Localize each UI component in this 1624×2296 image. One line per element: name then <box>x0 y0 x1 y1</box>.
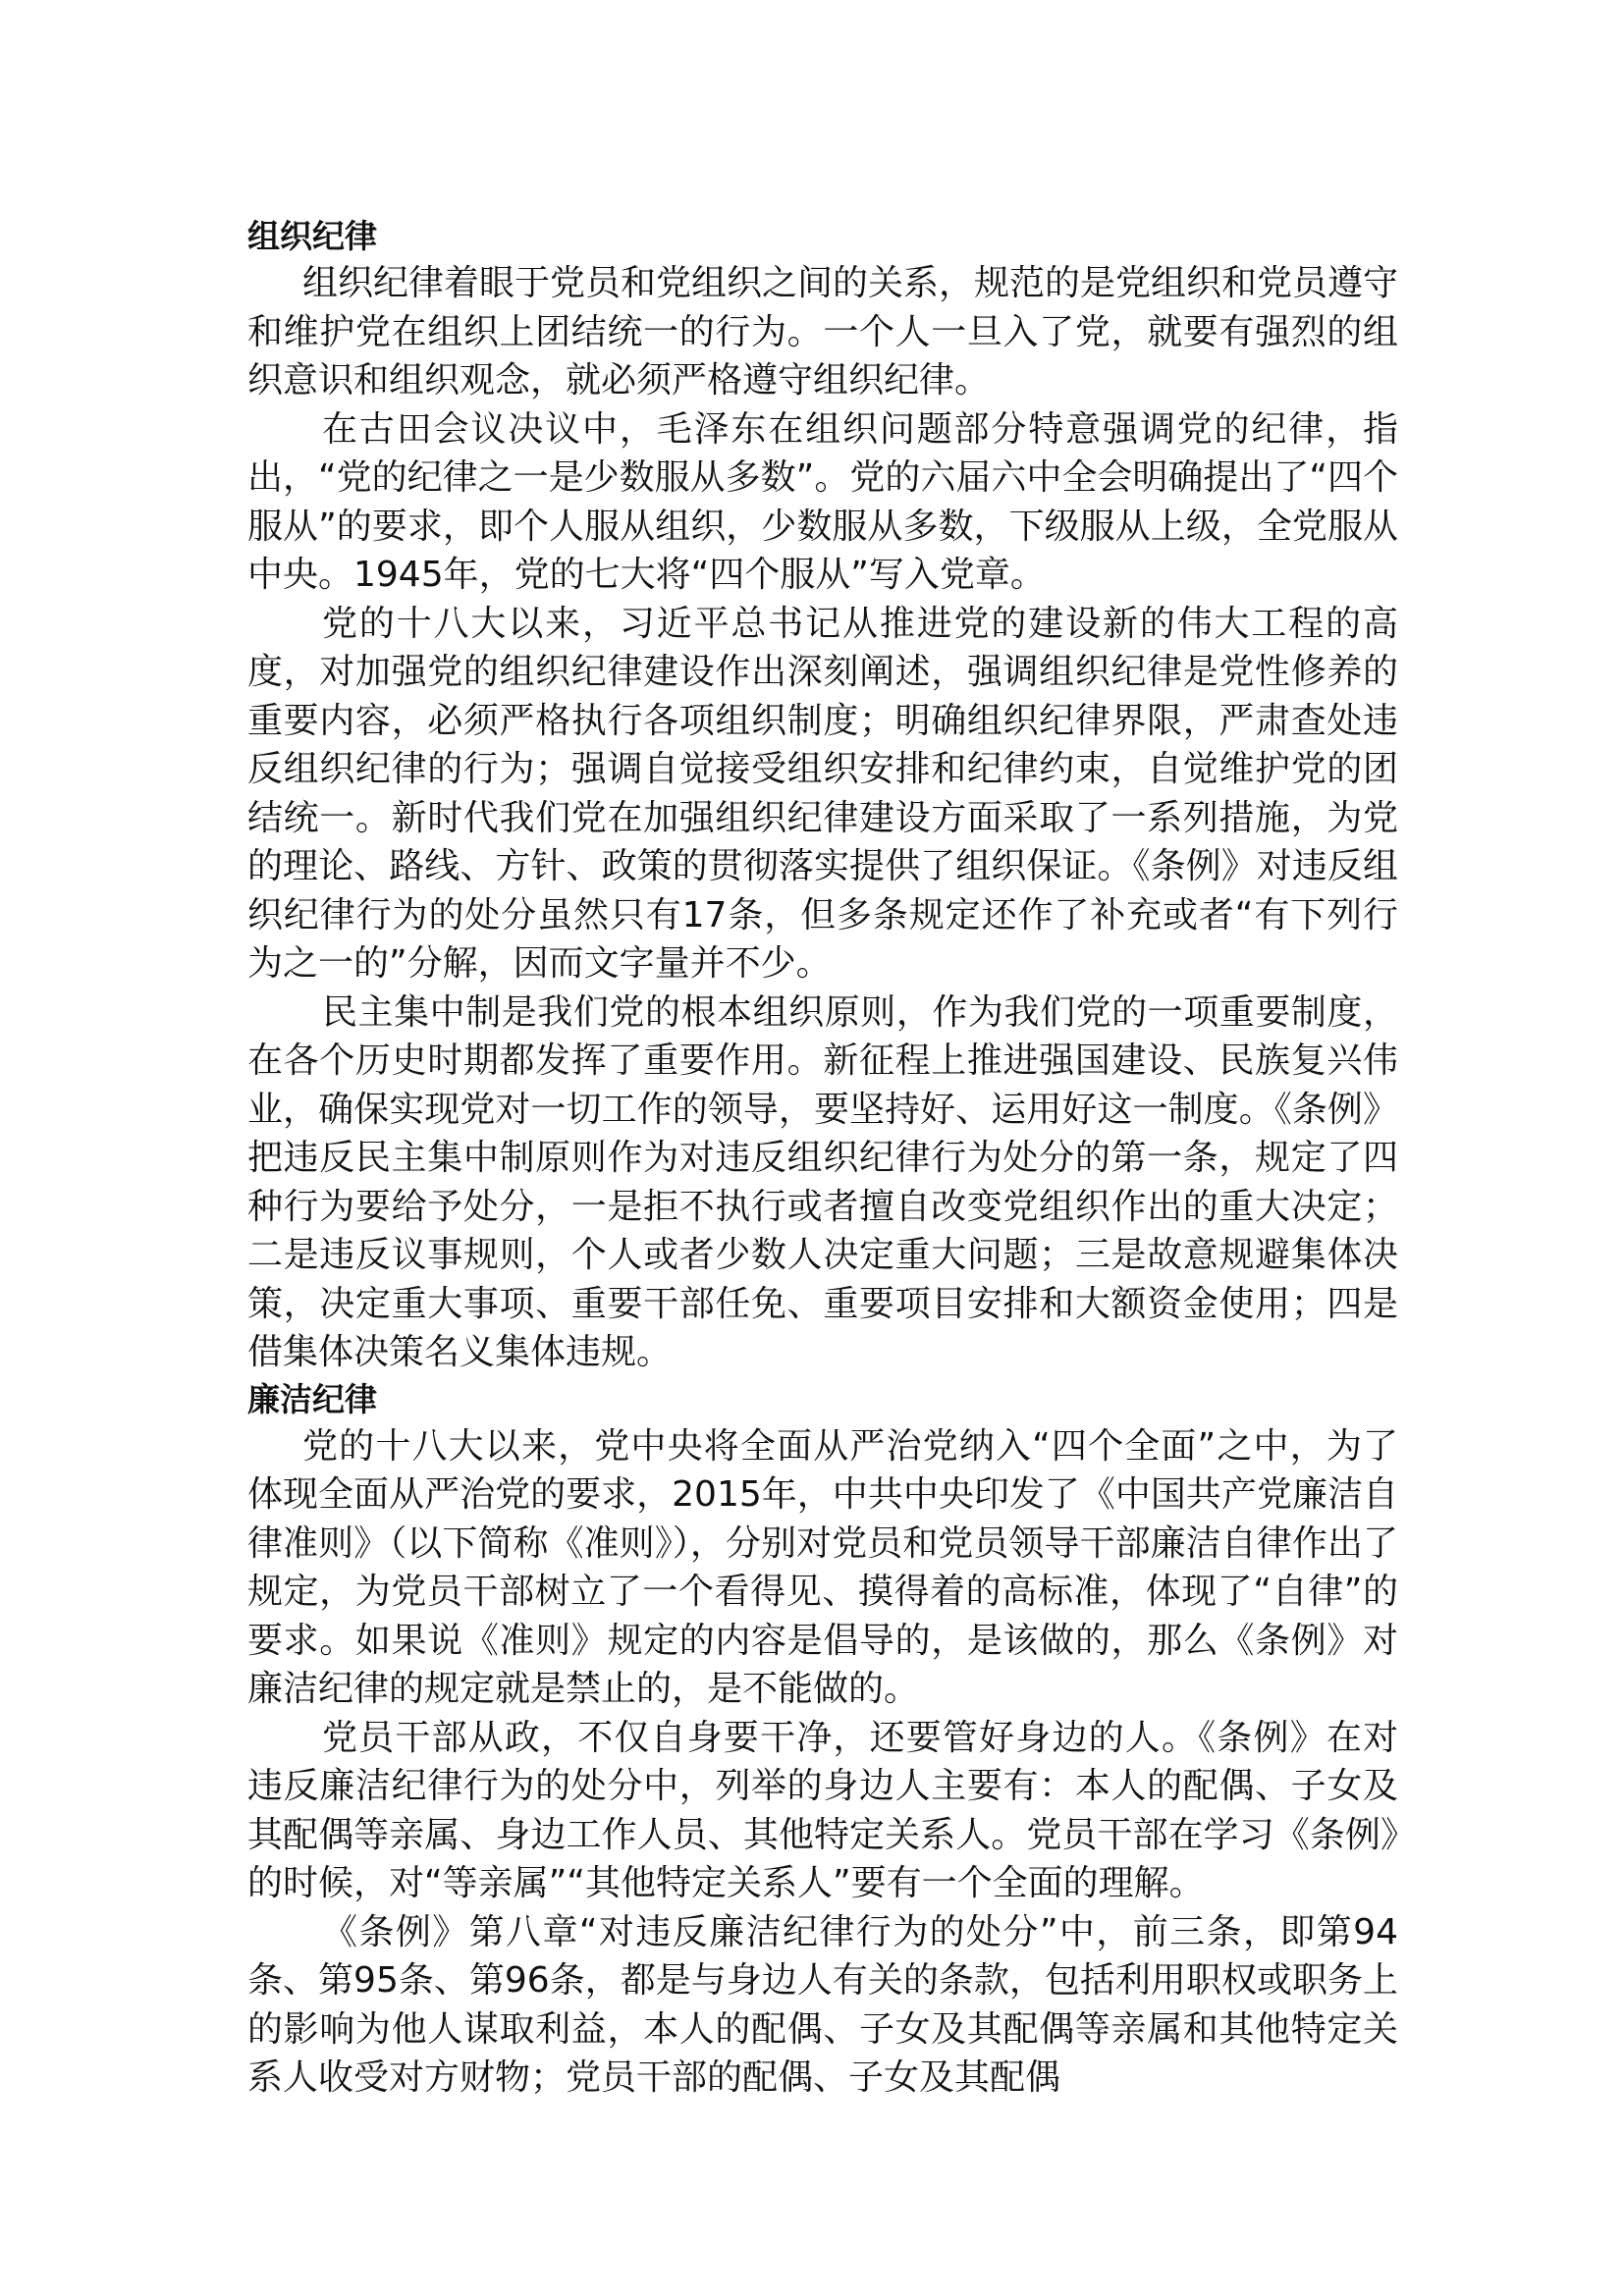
section-heading-integrity-discipline: 廉洁纪律 <box>247 1379 377 1418</box>
paragraph: 党员干部从政，不仅自身要干净，还要管好身边的人。《条例》在对违反廉洁纪律行为的处分中，列举的身边人主要有：本人的配偶、子女及其配偶等亲属、身边工作人员、其他特定关系人。党员干部在学习《条例》的时候，对“等亲属”“其他特定关系人”要有一个全面的理解。 <box>247 1717 1398 1903</box>
paragraph: 民主集中制是我们党的根本组织原则，作为我们党的一项重要制度，在各个历史时期都发挥了重要作用。新征程上推进强国建设、民族复兴伟业，确保实现党对一切工作的领导，要坚持好、运用好这一制度。《条例》把违反民主集中制原则作为对违反组织纪律行为处分的第一条，规定了四种行为要给予处分，一是拒不执行或者擅自改变党组织作出的重大决定；二是违反议事规则，个人或者少数人决定重大问题；三是故意规避集体决策，决定重大事项、重要干部任免、重要项目安排和大额资金使用；四是借集体决策名义集体违规。 <box>247 991 1398 1372</box>
paragraph: 组织纪律着眼于党员和党组织之间的关系，规范的是党组织和党员遵守和维护党在组织上团结统一的行为。一个人一旦入了党，就要有强烈的组织意识和组织观念，就必须严格遵守组织纪律。 <box>247 263 1399 400</box>
paragraph: 党的十八大以来，习近平总书记从推进党的建设新的伟大工程的高度，对加强党的组织纪律建设作出深刻阐述，强调组织纪律是党性修养的重要内容，必须严格执行各项组织制度；明确组织纪律界限，严肃查处违反组织纪律的行为；强调自觉接受组织安排和纪律约束，自觉维护党的团结统一。新时代我们党在加强组织纪律建设方面采取了一系列措施，为党的理论、路线、方针、政策的贯彻落实提供了组织保证。《条例》对违反组织纪律行为的处分虽然只有17条，但多条规定还作了补充或者“有下列行为之一的”分解，因而文字量并不少。 <box>247 603 1398 984</box>
paragraph: 在古田会议决议中，毛泽东在组织问题部分特意强调党的纪律，指出，“党的纪律之一是少数服从多数”。党的六届六中全会明确提出了“四个服从”的要求，即个人服从组织，少数服从多数，下级服从上级，全党服从中央。1945年，党的七大将“四个服从”写入党章。 <box>247 408 1398 595</box>
section-heading-organizational-discipline: 组织纪律 <box>247 217 377 255</box>
document-page <box>247 214 1398 2103</box>
paragraph: 党的十八大以来，党中央将全面从严治党纳入“四个全面”之中，为了体现全面从严治党的要求，2015年，中共中央印发了《中国共产党廉洁自律准则》（以下简称《准则》），分别对党员和党员领导干部廉洁自律作出了规定，为党员干部树立了一个看得见、摸得着的高标准，体现了“自律”的要求。如果说《准则》规定的内容是倡导的，是该做的，那么《条例》对廉洁纪律的规定就是禁止的，是不能做的。 <box>247 1425 1398 1709</box>
paragraph: 《条例》第八章“对违反廉洁纪律行为的处分”中，前三条，即第94条、第95条、第96条，都是与身边人有关的条款，包括利用职权或职务上的影响为他人谋取利益，本人的配偶、子女及其配偶等亲属和其他特定关系人收受对方财物；党员干部的配偶、子女及其配偶 <box>247 1911 1398 2098</box>
